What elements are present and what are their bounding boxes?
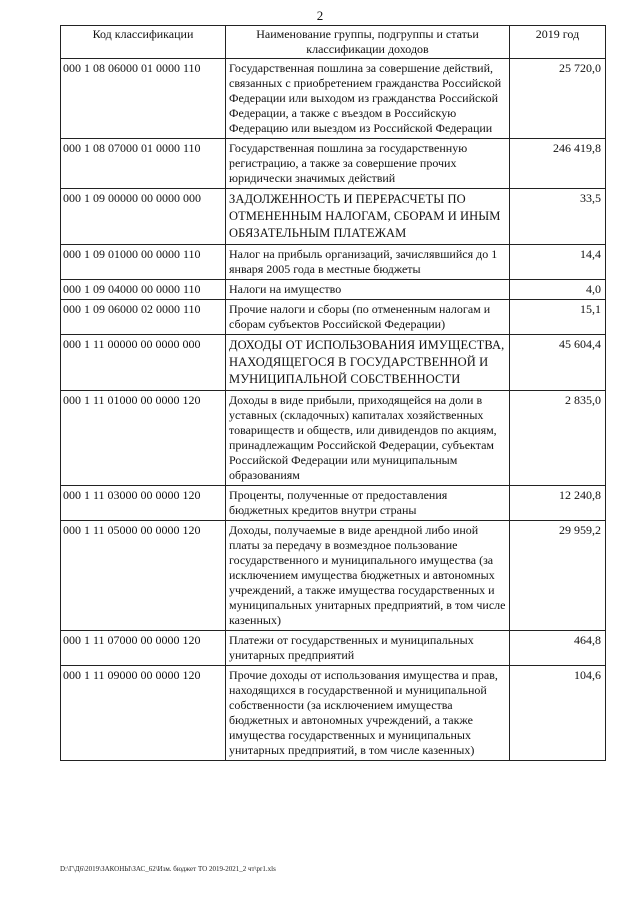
revenue-name: Доходы в виде прибыли, приходящейся на доли в уставных (складочных) капиталах хозяйственных товариществ и обществ, или дивидендов по акциям, принадлежащим Российской Федерации, субъектам Российской Федерации или муниципальным образованиям: [226, 391, 510, 486]
table-row: [61, 391, 606, 486]
revenue-name: Доходы, получаемые в виде арендной либо иной платы за передачу в возмездное пользование государственного и муниципального имущества (за исключением имущества бюджетных и автономных учреждений, а также имущества государственных и муниципальных унитарных предприятий, в том числе казенных): [226, 521, 510, 631]
header-year: 2019 год: [510, 26, 606, 59]
classification-code: 000 1 11 01000 00 0000 120: [61, 391, 226, 486]
classification-code: 000 1 11 00000 00 0000 000: [61, 335, 226, 391]
file-path-footer: D:\Г\Д6\2019\ЗАКОНЫ\ЗАС_62\Изм. бюджет ТО 2019-2021_2 чт\pr1.xls: [60, 865, 276, 873]
classification-code: 000 1 09 06000 02 0000 110: [61, 300, 226, 335]
amount-2019: 29 959,2: [510, 521, 606, 631]
revenue-classification-table: [60, 25, 606, 761]
amount-2019: 25 720,0: [510, 59, 606, 139]
amount-2019: 246 419,8: [510, 139, 606, 189]
classification-code: 000 1 09 00000 00 0000 000: [61, 189, 226, 245]
revenue-name: ЗАДОЛЖЕННОСТЬ И ПЕРЕРАСЧЕТЫ ПО ОТМЕНЕННЫМ НАЛОГАМ, СБОРАМ И ИНЫМ ОБЯЗАТЕЛЬНЫМ ПЛАТЕЖАМ: [226, 189, 510, 245]
header-row: [61, 26, 606, 59]
amount-2019: 2 835,0: [510, 391, 606, 486]
table-header: [61, 26, 606, 59]
revenue-name: ДОХОДЫ ОТ ИСПОЛЬЗОВАНИЯ ИМУЩЕСТВА, НАХОДЯЩЕГОСЯ В ГОСУДАРСТВЕННОЙ И МУНИЦИПАЛЬНОЙ СОБСТВЕННОСТИ: [226, 335, 510, 391]
table-row: [61, 139, 606, 189]
header-code: Код классификации: [61, 26, 226, 59]
amount-2019: 33,5: [510, 189, 606, 245]
table-row: [61, 189, 606, 245]
revenue-name: Налоги на имущество: [226, 280, 510, 300]
page-number: 2: [316, 8, 324, 23]
header-name: Наименование группы, подгруппы и статьи классификации доходов: [226, 26, 510, 59]
table-row: [61, 631, 606, 666]
revenue-name: Проценты, полученные от предоставления бюджетных кредитов внутри страны: [226, 486, 510, 521]
table-row: [61, 666, 606, 761]
table-row: [61, 280, 606, 300]
table-row: [61, 521, 606, 631]
table-row: [61, 300, 606, 335]
revenue-name: Государственная пошлина за совершение действий, связанных с приобретением гражданства Российской Федерации или выходом из гражданства Российской Федерации, а также с въездом в Российскую Федерацию или выездом из Российской Федерации: [226, 59, 510, 139]
table-row: [61, 486, 606, 521]
revenue-name: Налог на прибыль организаций, зачислявшийся до 1 января 2005 года в местные бюджеты: [226, 245, 510, 280]
amount-2019: 464,8: [510, 631, 606, 666]
amount-2019: 45 604,4: [510, 335, 606, 391]
table-row: [61, 245, 606, 280]
table-row: [61, 335, 606, 391]
classification-code: 000 1 11 03000 00 0000 120: [61, 486, 226, 521]
table-row: [61, 59, 606, 139]
revenue-name: Платежи от государственных и муниципальных унитарных предприятий: [226, 631, 510, 666]
classification-code: 000 1 08 06000 01 0000 110: [61, 59, 226, 139]
classification-code: 000 1 08 07000 01 0000 110: [61, 139, 226, 189]
amount-2019: 4,0: [510, 280, 606, 300]
revenue-name: Прочие доходы от использования имущества и прав, находящихся в государственной и муниципальной собственности (за исключением имущества бюджетных и автономных учреждений, а также имущества государственных и муниципальных унитарных предприятий, в том числе казенных): [226, 666, 510, 761]
revenue-name: Прочие налоги и сборы (по отмененным налогам и сборам субъектов Российской Федерации): [226, 300, 510, 335]
table-body: [61, 59, 606, 761]
classification-code: 000 1 11 07000 00 0000 120: [61, 631, 226, 666]
amount-2019: 104,6: [510, 666, 606, 761]
classification-code: 000 1 09 01000 00 0000 110: [61, 245, 226, 280]
amount-2019: 15,1: [510, 300, 606, 335]
classification-code: 000 1 11 09000 00 0000 120: [61, 666, 226, 761]
amount-2019: 14,4: [510, 245, 606, 280]
revenue-name: Государственная пошлина за государственную регистрацию, а также за совершение прочих юридически значимых действий: [226, 139, 510, 189]
amount-2019: 12 240,8: [510, 486, 606, 521]
classification-code: 000 1 09 04000 00 0000 110: [61, 280, 226, 300]
classification-code: 000 1 11 05000 00 0000 120: [61, 521, 226, 631]
